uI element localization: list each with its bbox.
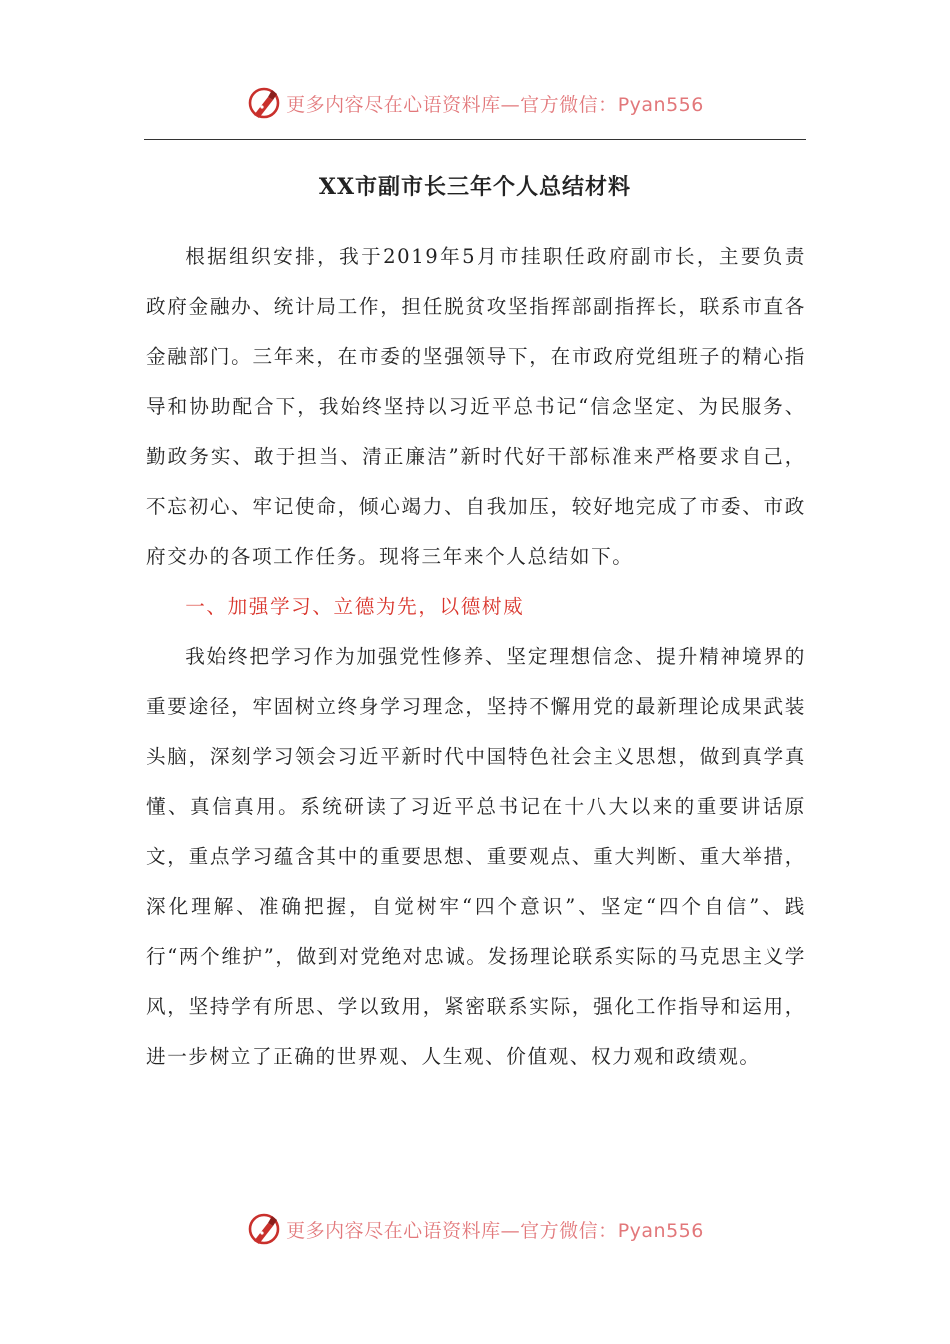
header-divider	[144, 139, 806, 140]
banner-separator: —	[500, 1219, 521, 1242]
banner-label: 官方微信：	[520, 1219, 618, 1242]
banner-account: Pyan556	[617, 1219, 704, 1242]
section-paragraph: 我始终把学习作为加强党性修养、坚定理想信念、提升精神境界的重要途径，牢固树立终身学习理念，坚持不懈用党的最新理论成果武装头脑，深刻学习领会习近平新时代中国特色社会主义思想，做到真学真懂、真信真用。系统研读了习近平总书记在十八大以来的重要讲话原文，重点学习蕴含其中的重要思想、重要观点、重大判断、重大举措，深化理解、准确把握，自觉树牢“四个意识”、坚定“四个自信”、践行“两个维护”，做到对党绝对忠诚。发扬理论联系实际的马克思主义学风，坚持学有所思、学以致用，紧密联系实际，强化工作指导和运用，进一步树立了正确的世界观、人生观、价值观、权力观和政绩观。	[146, 645, 806, 1068]
banner-separator: —	[500, 93, 521, 116]
banner-text	[286, 90, 704, 117]
section-heading: 一、加强学习、立德为先，以德树威	[185, 595, 525, 618]
header-banner	[0, 81, 950, 125]
pen-nib-circle-icon	[246, 1211, 282, 1247]
banner-label: 官方微信：	[520, 93, 618, 116]
intro-paragraph: 根据组织安排，我于2019年5月市挂职任政府副市长，主要负责政府金融办、统计局工作，担任脱贫攻坚指挥部副指挥长，联系市直各金融部门。三年来，在市委的坚强领导下，在市政府党组班子的精心指导和协助配合下，我始终坚持以习近平总书记“信念坚定、为民服务、勤政务实、敢于担当、清正廉洁”新时代好干部标准来严格要求自己，不忘初心、牢记使命，倾心竭力、自我加压，较好地完成了市委、市政府交办的各项工作任务。现将三年来个人总结如下。	[146, 245, 806, 568]
document-body	[146, 232, 806, 1082]
banner-slogan: 更多内容尽在心语资料库	[286, 93, 501, 116]
document-title: XX市副市长三年个人总结材料	[318, 174, 632, 200]
footer-banner	[0, 1207, 950, 1251]
pen-nib-circle-icon	[246, 85, 282, 121]
banner-text	[286, 1216, 704, 1243]
banner-account: Pyan556	[617, 93, 704, 116]
banner-slogan: 更多内容尽在心语资料库	[286, 1219, 501, 1242]
